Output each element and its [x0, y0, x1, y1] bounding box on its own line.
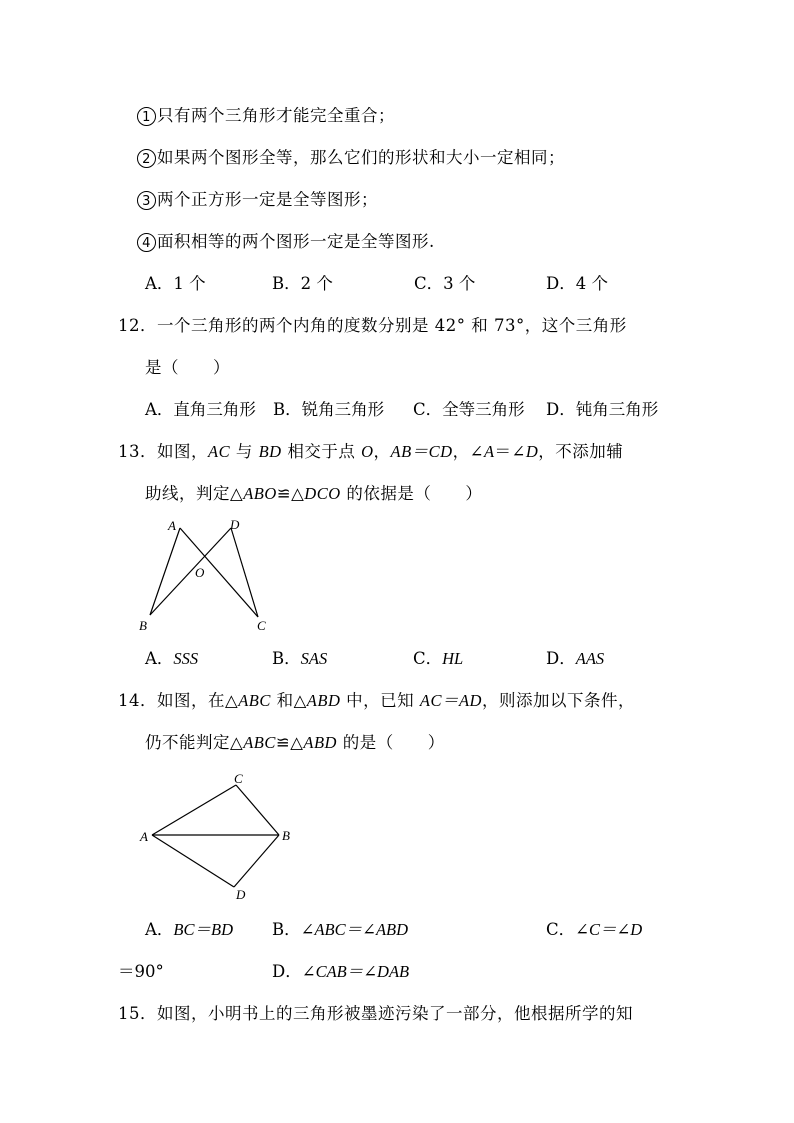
q14-option-c-continued: ＝90°	[118, 962, 164, 981]
q11-option-a[interactable]: A．1 个	[145, 274, 206, 293]
q13-option-a-value: SSS	[173, 649, 199, 668]
circled-number-2: 2	[137, 149, 156, 168]
q14-text: ，则添加以下条件，	[481, 691, 635, 710]
q14-text: 中，已知	[340, 691, 420, 710]
q14-label-c: C	[234, 771, 243, 786]
q14-text: 的是（ ）	[336, 733, 445, 752]
q13-eq: AB＝CD	[390, 442, 453, 461]
circled-number-4: 4	[137, 233, 156, 252]
q13-label-b: B	[139, 618, 147, 633]
q14-cong: ≌△	[275, 733, 304, 752]
q14-option-a-value: BC＝BD	[173, 920, 234, 939]
q13-a: A	[483, 442, 495, 461]
q11-option-b[interactable]: B．2 个	[272, 274, 333, 293]
q13-dco: DCO	[304, 484, 341, 503]
q13-text: 助线，判定△	[145, 484, 244, 503]
q14-option-d-value: CAB＝∠DAB	[315, 962, 410, 981]
q13-text: ，	[373, 442, 391, 461]
q14-label-a: A	[140, 829, 148, 844]
q14-text: 仍不能判定△	[145, 733, 244, 752]
q13-text: ，不添加辅	[538, 442, 624, 461]
q13-text: 13．如图，	[118, 442, 208, 461]
q13-d: D	[525, 442, 539, 461]
q12-option-a[interactable]: A．直角三角形	[145, 400, 256, 419]
q12-stem-line1: 12．一个三角形的两个内角的度数分别是 42° 和 73°，这个三角形	[118, 316, 627, 335]
q14-option-c-letter: C．∠	[546, 920, 589, 939]
statement-1	[137, 104, 395, 128]
q13-o: O	[361, 442, 374, 461]
q14-eq: AC＝AD	[419, 691, 482, 710]
q14-segment-ad	[152, 835, 234, 887]
q14-segment-cb	[236, 785, 279, 835]
q11-option-c[interactable]: C．3 个	[414, 274, 476, 293]
q13-label-d: D	[230, 517, 240, 532]
q13-option-c[interactable]	[413, 647, 463, 671]
q12-option-d[interactable]: D．钝角三角形	[546, 400, 659, 419]
statement-2-text: 如果两个图形全等，那么它们的形状和大小一定相同；	[157, 148, 565, 167]
q13-option-d-value: AAS	[575, 649, 605, 668]
q13-ac: AC	[208, 442, 231, 461]
q13-text: 与	[230, 442, 259, 461]
q12-stem-line2: 是（ ）	[145, 358, 230, 377]
q13-stem-line1	[118, 440, 623, 464]
circled-number-3: 3	[137, 191, 156, 210]
q13-option-c-value: HL	[442, 649, 464, 668]
q13-label-a: A	[168, 518, 176, 533]
q14-abd: ABD	[306, 691, 341, 710]
statement-2	[137, 146, 565, 170]
q14-segment-ac	[152, 785, 236, 835]
q13-bd: BD	[258, 442, 282, 461]
q14-abc: ABC	[238, 691, 271, 710]
q11-option-d[interactable]: D．4 个	[546, 274, 608, 293]
q14-text: 14．如图，在△	[118, 691, 239, 710]
q14-option-a[interactable]	[145, 918, 233, 942]
q14-segment-db	[234, 835, 279, 887]
q13-option-b[interactable]	[272, 647, 327, 671]
q13-text: ＝∠	[494, 442, 526, 461]
q14-label-d: D	[236, 887, 246, 902]
q13-option-b-value: SAS	[300, 649, 328, 668]
q14-text: 和△	[270, 691, 307, 710]
q13-option-b-letter: B．	[272, 649, 301, 668]
q14-option-b-letter: B．∠	[272, 920, 315, 939]
q13-segment-ab	[150, 528, 180, 615]
q13-label-c: C	[257, 618, 266, 633]
q13-option-a-letter: A．	[145, 649, 174, 668]
q13-option-a[interactable]	[145, 647, 198, 671]
q14-label-b: B	[282, 828, 290, 843]
q14-abc: ABC	[243, 733, 276, 752]
q14-option-d[interactable]	[272, 960, 409, 984]
q13-label-o: O	[195, 565, 205, 580]
circled-number-1: 1	[137, 107, 156, 126]
statement-1-text: 只有两个三角形才能完全重合；	[157, 106, 395, 125]
q14-stem-line2	[145, 731, 445, 755]
q15-stem-line1: 15．如图，小明书上的三角形被墨迹污染了一部分，他根据所学的知	[118, 1004, 633, 1023]
q14-option-c[interactable]	[546, 918, 642, 942]
q13-option-d-letter: D．	[546, 649, 576, 668]
q14-option-b-value: ABC＝∠ABD	[314, 920, 409, 939]
q14-option-a-letter: A．	[145, 920, 174, 939]
statement-3	[137, 188, 378, 212]
q12-option-b[interactable]: B．锐角三角形	[273, 400, 385, 419]
q14-option-d-letter: D．∠	[272, 962, 316, 981]
q13-text: ，∠	[452, 442, 484, 461]
q13-figure	[130, 510, 280, 635]
q13-option-d[interactable]	[546, 647, 604, 671]
q14-option-b[interactable]	[272, 918, 408, 942]
q14-option-c-value: C＝∠D	[588, 920, 643, 939]
statement-3-text: 两个正方形一定是全等图形；	[157, 190, 378, 209]
q14-figure	[130, 765, 300, 905]
q13-stem-line2	[145, 482, 482, 506]
q13-text: 的依据是（ ）	[340, 484, 483, 503]
statement-4-text: 面积相等的两个图形一定是全等图形.	[157, 232, 435, 251]
q13-abo: ABO	[243, 484, 277, 503]
q14-stem-line1	[118, 689, 635, 713]
q13-option-c-letter: C．	[413, 649, 443, 668]
q13-cong: ≌△	[276, 484, 305, 503]
q13-segment-dc	[231, 528, 258, 617]
statement-4	[137, 230, 435, 254]
q13-text: 相交于点	[281, 442, 362, 461]
q14-abd: ABD	[303, 733, 337, 752]
q12-option-c[interactable]: C．全等三角形	[413, 400, 525, 419]
